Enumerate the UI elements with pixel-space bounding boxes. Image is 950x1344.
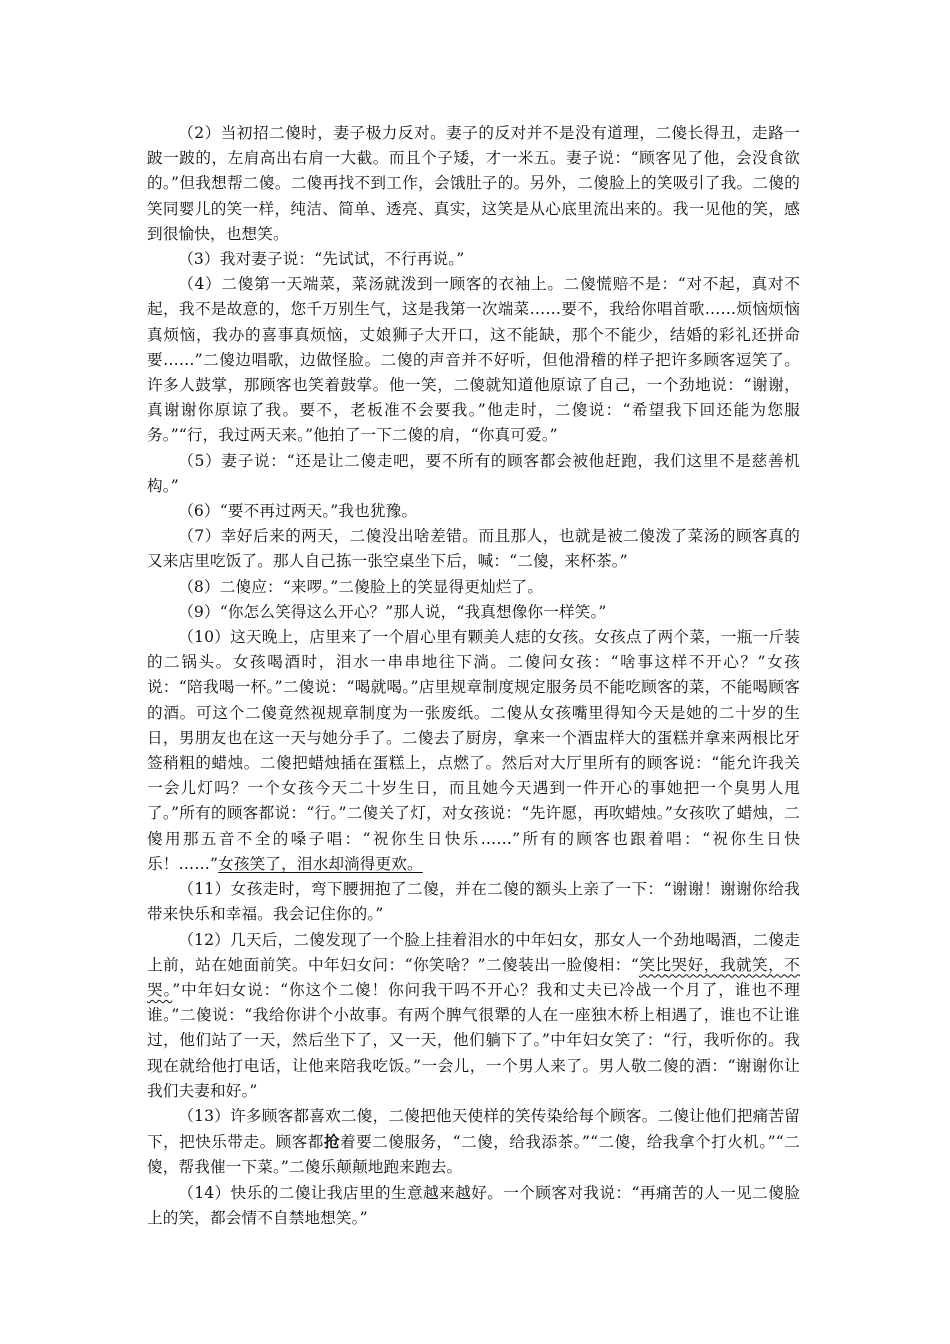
paragraph-p13 — [147, 1104, 800, 1181]
paragraph-text: （5）妻子说：“还是让二傻走吧，要不所有的顾客都会被他赶跑，我们这里不是慈善机构。” — [147, 451, 800, 495]
paragraph-p4 — [147, 272, 800, 448]
paragraph-p14 — [147, 1181, 800, 1231]
paragraph-text: （8）二傻应：“来啰。”二傻脸上的笑显得更灿烂了。 — [178, 577, 544, 596]
paragraph-text: （11）女孩走时，弯下腰拥抱了二傻，并在二傻的额头上亲了一下：“谢谢！谢谢你给我带来快乐和幸福。我会记住你的。” — [147, 880, 800, 924]
paragraph-p2 — [147, 121, 800, 247]
paragraph-text: （13）许多顾客都喜欢二傻，二傻把他天使样的笑传染给每个顾客。二傻让他们把痛苦留下，把快乐带走。顾客都 — [147, 1106, 800, 1152]
paragraph-text: （3）我对妻子说：“先试试，不行再说。” — [178, 250, 465, 269]
paragraph-text: （6）“要不再过两天。”我也犹豫。 — [178, 502, 418, 521]
paragraph-p3 — [147, 247, 800, 272]
underlined-sentence: 笑比哭好，我就笑，不哭。 — [147, 955, 800, 999]
paragraph-text: （10）这天晚上，店里来了一个眉心里有颗美人痣的女孩。女孩点了两个菜，一瓶一斤装的二锅头。女孩喝酒时，泪水一串串地往下淌。二傻问女孩：“啥事这样不开心？”女孩说：“陪我喝一杯。”二傻说：“喝就喝。”店里规章制度规定服务员不能吃顾客的菜，不能喝顾客的酒。可这个二傻竟然视规章制度为一张废纸。二傻从女孩嘴里得知今天是她的二十岁的生日，男朋友也在这一天与她分手了。二傻去了厨房，拿来一个酒盅样大的蛋糕并拿来两根比牙签稍粗的蜡烛。二傻把蜡烛插在蛋糕上，点燃了。然后对大厅里所有的顾客说：“能允许我关一会儿灯吗？一个女孩今天二十岁生日，而且她今天遇到一件开心的事她把一个臭男人甩了。”所有的顾客都说：“行。”二傻关了灯，对女孩说：“先许愿，再吹蜡烛。”女孩吹了蜡烛，二傻用那五音不全的嗓子唱：“祝你生日快乐……”所有的顾客也跟着唱：“祝你生日快乐！……” — [147, 628, 800, 873]
paragraph-p8 — [147, 575, 800, 600]
paragraph-text: （2）当初招二傻时，妻子极力反对。妻子的反对并不是没有道理，二傻长得丑，走路一跛一跛的，左肩高出右肩一大截。而且个子矮，才一米五。妻子说：“顾客见了他，会没食欲的。”但我想帮二傻。二傻再找不到工作，会饿肚子的。另外，二傻脸上的笑吸引了我。二傻的笑同婴儿的笑一样，纯洁、简单、透亮、真实，这笑是从心底里流出来的。我一见他的笑，感到很愉快，也想笑。 — [147, 124, 800, 243]
story-body — [147, 121, 800, 1231]
paragraph-text: （12）几天后，二傻发现了一个脸上挂着泪水的中年妇女，那女人一个劲地喝酒，二傻走上前，站在她面前笑。中年妇女问：“你笑啥？”二傻装出一脸傻相：“ — [147, 930, 800, 974]
paragraph-p5 — [147, 449, 800, 499]
paragraph-p11 — [147, 877, 800, 927]
paragraph-text: （9）“你怎么笑得这么开心？”那人说，“我真想像你一样笑。” — [178, 602, 607, 621]
paragraph-text: ”中年妇女说：“你这个二傻！你问我干吗不开心？我和丈夫已冷战一个月了，谁也不理谁。”二傻说：“我给你讲个小故事。有两个脾气很犟的人在一座独木桥上相遇了，谁也不让谁过，他们站了一天，然后坐下了，又一天，他们躺下了。”中年妇女笑了：“行，我听你的。我现在就给他打电话，让他来陪我吃饭。”一会儿，一个男人来了。男人敬二傻的酒：“谢谢你让我们夫妻和好。” — [147, 980, 800, 1100]
paragraph-p12 — [147, 928, 800, 1104]
paragraph-text: （4）二傻第一天端菜，菜汤就泼到一顾客的衣袖上。二傻慌赔不是：“对不起，真对不起，我不是故意的，您千万别生气，这是我第一次端菜……要不，我给你唱首歌……烦恼烦恼真烦恼，我办的喜事真烦恼，丈娘狮子大开口，这不能缺，那个不能少，结婚的彩礼还拼命要……”二傻边唱歌，边做怪脸。二傻的声音并不好听，但他滑稽的样子把许多顾客逗笑了。许多人鼓掌，那顾客也笑着鼓掌。他一笑，二傻就知道他原谅了自己，一个劲地说：“谢谢，真谢谢你原谅了我。要不，老板准不会要我。”他走时，二傻说：“希望我下回还能为您服务。”“行，我过两天来。”他拍了一下二傻的肩，“你真可爱。” — [147, 275, 800, 445]
paragraph-text: 着要二傻服务，“二傻，给我添茶。”“二傻，给我拿个打火机。”“二傻，帮我催一下菜。”二傻乐颠颠地跑来跑去。 — [147, 1133, 801, 1177]
paragraph-p10 — [147, 625, 800, 877]
paragraph-text: （7）幸好后来的两天，二傻没出啥差错。而且那人，也就是被二傻泼了菜汤的顾客真的又来店里吃饭了。那人自己拣一张空桌坐下后，喊：“二傻，来杯茶。” — [147, 527, 800, 571]
paragraph-p7 — [147, 524, 800, 574]
paragraph-p9 — [147, 600, 800, 625]
paragraph-text: （14）快乐的二傻让我店里的生意越来越好。一个顾客对我说：“再痛苦的人一见二傻脸上的笑，都会情不自禁地想笑。” — [147, 1183, 800, 1227]
underlined-sentence: 女孩笑了，泪水却淌得更欢。 — [218, 854, 423, 873]
paragraph-p6 — [147, 499, 800, 524]
emphasized-character: 抢 — [323, 1132, 341, 1152]
